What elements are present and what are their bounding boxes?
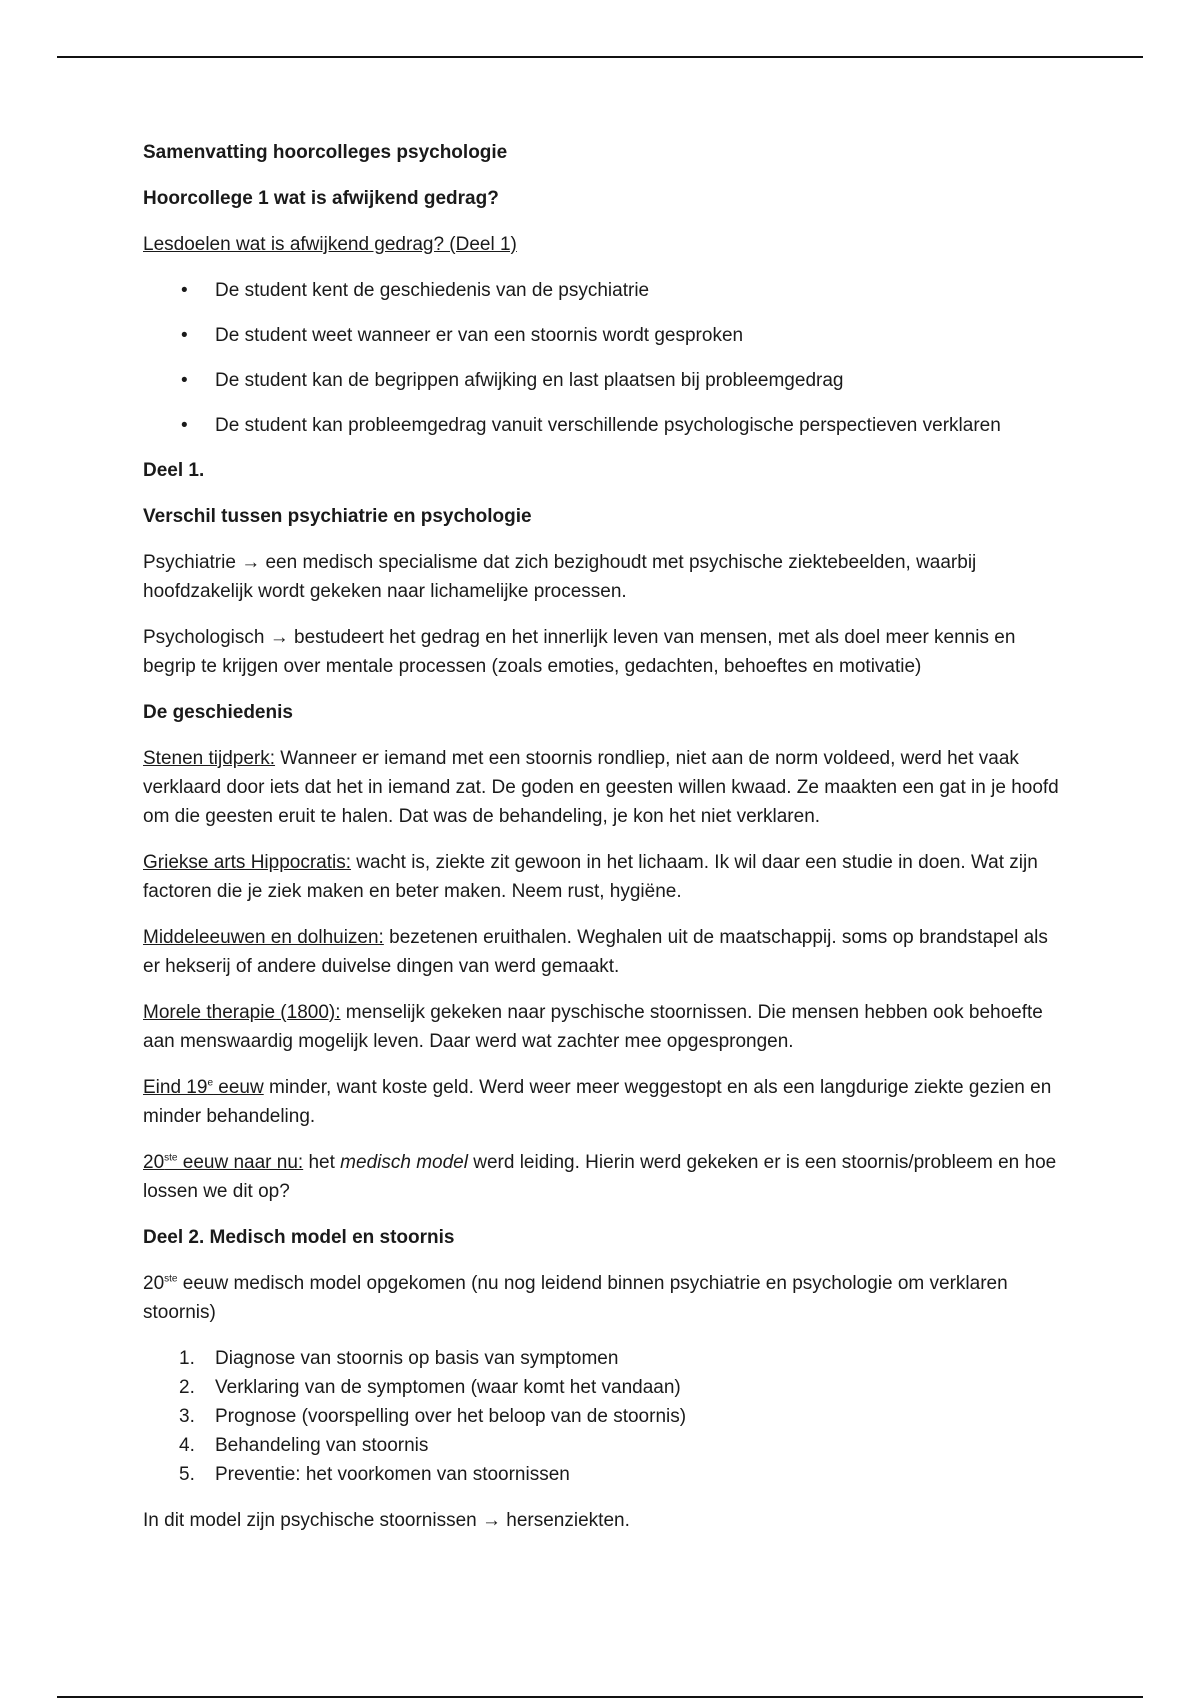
medical-model-term: medisch model <box>340 1152 468 1173</box>
list-item: 2. Verklaring van de symptomen (waar komt het vandaan) <box>179 1377 681 1398</box>
part1-heading: Deel 1. <box>143 460 205 481</box>
20th-label: 20ste eeuw naar nu: <box>143 1152 304 1173</box>
moral-therapy-text: menselijk gekeken naar pyschische stoornissen. Die mensen hebben ook behoefte aan menswaardig mogelijk leven. Daar werd wat zachter mee opgesprongen. <box>143 1002 1043 1052</box>
psychology-definition <box>143 623 1063 681</box>
list-item: • De student weet wanneer er van een stoornis wordt gesproken <box>143 321 1063 350</box>
list-item: • De student kan de begrippen afwijking en last plaatsen bij probleemgedrag <box>143 366 1063 395</box>
arrow-right-icon: → <box>269 627 289 648</box>
list-item: • De student kan probleemgedrag vanuit verschillende psychologische perspectieven verklaren <box>143 411 1063 440</box>
psychology-text: bestudeert het gedrag en het innerlijk leven van mensen, met als doel meer kennis en begrip te krijgen over mentale processen (zoals emoties, gedachten, behoeftes en motivatie) <box>143 627 1016 677</box>
objectives-list <box>143 276 1063 440</box>
stone-age-text: Wanneer er iemand met een stoornis rondliep, niet aan de norm voldeed, werd het vaak verklaard door iets dat het in iemand zat. De goden en geesten willen kwaad. Ze maakten een gat in je hoofd om die geesten eruit te halen. Dat was de behandeling, je kon het niet verklaren. <box>143 748 1059 827</box>
psychiatry-term: Psychiatrie <box>143 552 236 573</box>
arrow-right-icon: → <box>482 1510 501 1531</box>
stone-age-label: Stenen tijdperk: <box>143 748 276 769</box>
history-greek <box>143 848 1063 906</box>
history-stone-age <box>143 744 1063 831</box>
document-body <box>143 138 1063 1552</box>
list-item: 5. Preventie: het voorkomen van stoornissen <box>179 1464 570 1485</box>
middle-ages-text: bezetenen eruithalen. Weghalen uit de maatschappij. soms op brandstapel als er hekserij of andere duivelse dingen van werd gemaakt. <box>143 927 1048 977</box>
part2-intro: 20ste eeuw medisch model opgekomen (nu nog leidend binnen psychiatrie en psychologie om verklaren stoornis) <box>143 1273 1008 1323</box>
arrow-right-icon: → <box>241 552 261 573</box>
lecture-title: Hoorcollege 1 wat is afwijkend gedrag? <box>143 188 499 209</box>
psychiatry-text: een medisch specialisme dat zich bezighoudt met psychische ziektebeelden, waarbij hoofdzakelijk wordt gekeken naar lichamelijke processen. <box>143 552 977 602</box>
bottom-rule <box>57 1696 1143 1698</box>
history-moral-therapy <box>143 998 1063 1056</box>
history-end-19th <box>143 1073 1063 1131</box>
top-rule <box>57 56 1143 58</box>
list-item: 4. Behandeling van stoornis <box>179 1435 429 1456</box>
psychology-term: Psychologisch <box>143 627 265 648</box>
list-item: 1. Diagnose van stoornis op basis van symptomen <box>179 1348 619 1369</box>
history-20th: 20ste eeuw naar nu: het medisch model werd leiding. Hierin werd gekeken er is een stoornis/probleem en hoe lossen we dit op? <box>143 1152 1057 1202</box>
part2-heading: Deel 2. Medisch model en stoornis <box>143 1227 455 1248</box>
conclusion: In dit model zijn psychische stoornissen → hersenziekten. <box>143 1510 630 1531</box>
list-item: • De student kent de geschiedenis van de psychiatrie <box>143 276 1063 305</box>
objectives-heading: Lesdoelen wat is afwijkend gedrag? (Deel 1) <box>143 234 517 255</box>
greek-label: Griekse arts Hippocratis: <box>143 852 352 873</box>
end-19th-text: minder, want koste geld. Werd weer meer weggestopt en als een langdurige ziekte gezien en minder behandeling. <box>143 1077 1052 1127</box>
end-19th-label: Eind 19e eeuw <box>143 1077 264 1098</box>
document-title: Samenvatting hoorcolleges psychologie <box>143 142 508 163</box>
history-heading: De geschiedenis <box>143 702 293 723</box>
middle-ages-label: Middeleeuwen en dolhuizen: <box>143 927 384 948</box>
moral-therapy-label: Morele therapie (1800): <box>143 1002 341 1023</box>
list-item: 3. Prognose (voorspelling over het beloop van de stoornis) <box>179 1406 687 1427</box>
psychiatry-definition <box>143 548 1063 606</box>
medical-model-steps <box>143 1344 1063 1489</box>
difference-heading: Verschil tussen psychiatrie en psychologie <box>143 506 532 527</box>
history-middle-ages <box>143 923 1063 981</box>
greek-text: wacht is, ziekte zit gewoon in het lichaam. Ik wil daar een studie in doen. Wat zijn factoren die je ziek maken en beter maken. Neem rust, hygiëne. <box>143 852 1038 902</box>
